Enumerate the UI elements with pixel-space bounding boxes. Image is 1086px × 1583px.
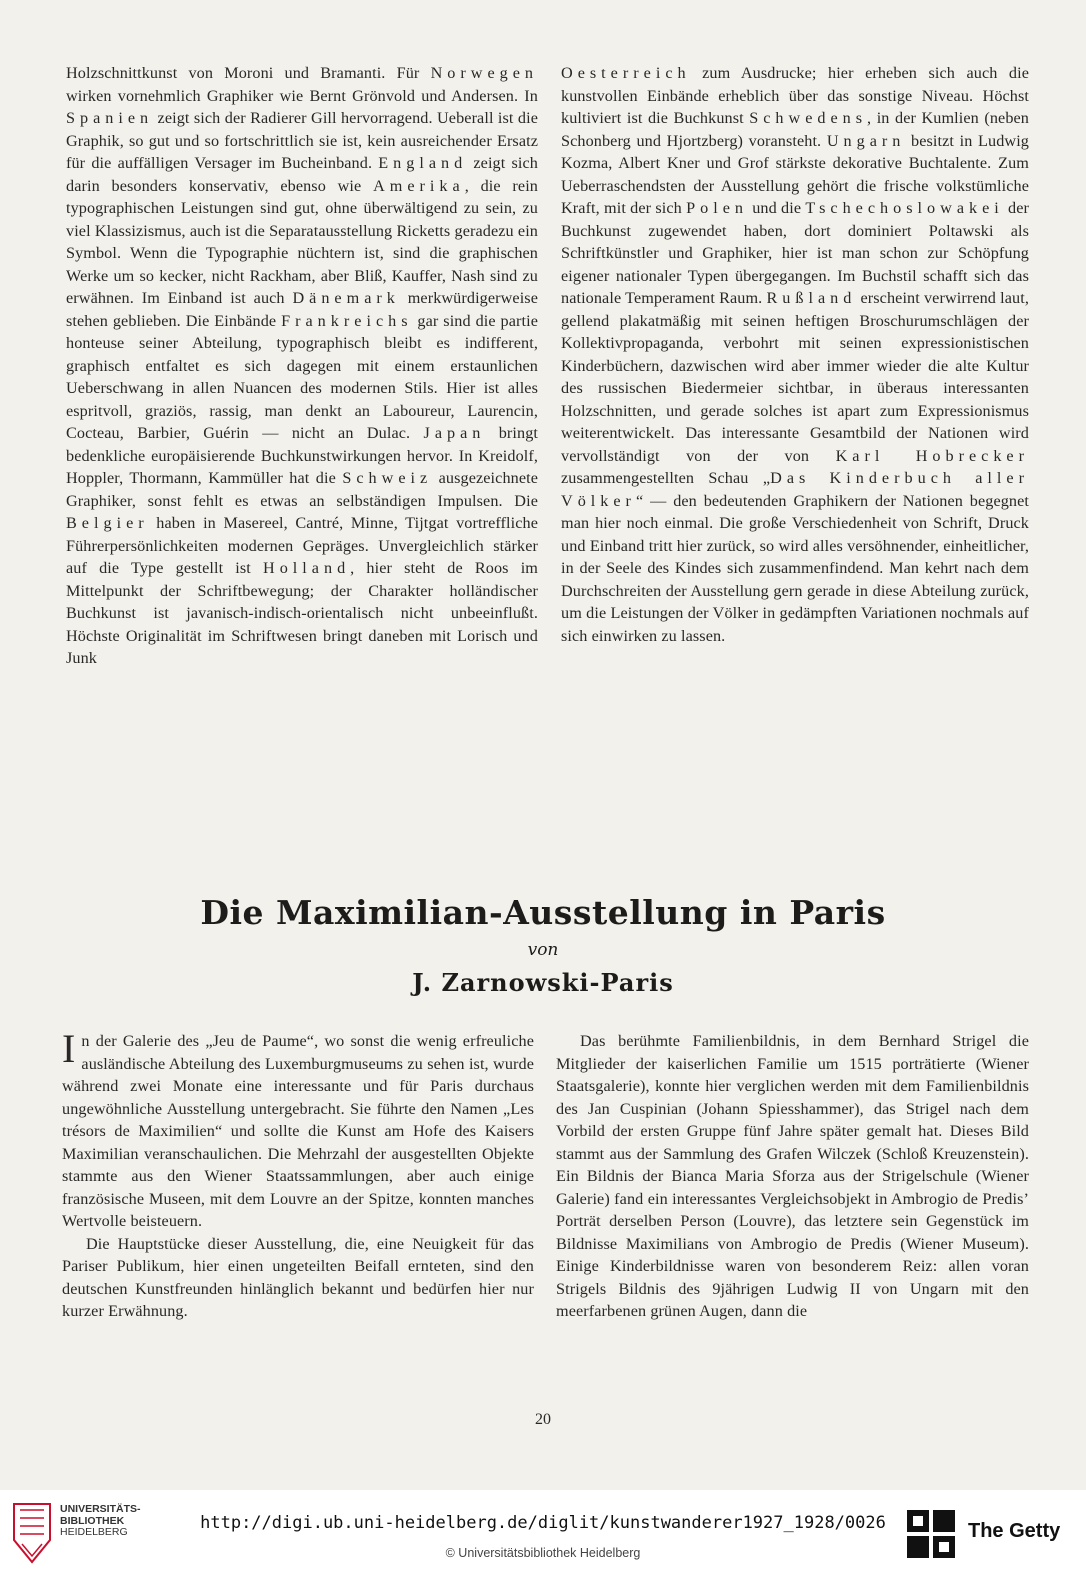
article-title: Die Maximilian-Ausstellung in Paris	[200, 893, 886, 932]
bottom-left-column	[62, 1026, 534, 1323]
text-run: gar sind die partie honteuse seiner Abteilung, typographisch bleibt es indifferent, graphisch entfaltet es sich dagegen mit einem erstaunlichen Ueberschwang in allen Nuancen des modernen Stils. Hier ist alles espritvoll, graziös, rassig, man denkt an Laboureur, Laurencin, Cocteau, Barbier, Guérin — nicht an Dulac.	[66, 311, 538, 442]
text-run: zum Ausdrucke; hier erheben sich auch die kunstvollen Einbände erheblich über das sonstige Niveau. Höchst kultiviert ist die Buchkunst	[561, 64, 1029, 127]
text-run: wirken vornehmlich Graphiker wie Bernt Grönvold und Andersen. In	[66, 86, 538, 105]
text-run: haben in Masereel, Cantré, Minne, Tijtgat vortreffliche Führerpersönlichkeiten modernen Gepräges. Unvergleichlich stärker auf die Type gestellt ist	[66, 514, 538, 577]
article-byline-von: von	[527, 940, 559, 960]
spaced-emphasis: Schweiz	[342, 469, 433, 487]
text-run: , hier steht de Roos im Mittelpunkt der Schriftbewegung; der Charakter holländischer Buchkunst ist javanisch-indisch-orientalisch nicht unbeeinflußt. Höchste Originalität im Schriftwesen bringt daneben mit Lorisch und Junk	[66, 559, 538, 667]
page-number: 20	[535, 1411, 551, 1428]
spaced-emphasis: Schwedens	[749, 109, 868, 127]
text-run: “ — den bedeutenden Graphikern der Nationen begegnet man hier noch einmal. Die große Verschiedenheit von Schrift, Druck und Einband tritt hier zurück, so wird alles versöhnender, einheitlicher, in der Seele des Kindes sich zusammenfindend. Man kehrt nach dem Durchschreiten der Ausstellung gern gerade in diese Abteilung zurück, um die Leistungen der Völker in gedämpften Variationen nochmals auf sich einwirken zu lassen.	[561, 491, 1029, 645]
paragraph-1-text: n der Galerie des „Jeu de Paume“, wo sonst die wenig erfreuliche ausländische Abteilung des Luxemburgmuseums zu sehen ist, wurde während zwei Monate eine interessante und für Paris durchaus ungewöhnliche Ausstellung untergebracht. Sie führte den Namen „Les trésors de Maximilien“ und sollte die Kunst am Hofe des Kaisers Maximilian veranschaulichen. Die Mehrzahl der ausgestellten Objekte stammte aus den Wiener Staatssammlungen, aber auch einige französische Museen, mit dem Louvre an der Spitze, konnten manches Wertvolle beisteuern.	[62, 1032, 534, 1230]
bottom-left-paragraph-2: Die Hauptstücke dieser Ausstellung, die, eine Neuigkeit für das Pariser Publikum, hier einen ungeteilten Beifall ernteten, sind den deutschen Kunstfreunden hinlänglich bekannt und bedürfen hier nur kurzer Erwähnung.	[62, 1234, 534, 1320]
spaced-emphasis: Frankreichs	[281, 311, 413, 330]
spaced-emphasis: Holland	[263, 559, 351, 577]
spaced-emphasis: Tschechoslowakei	[805, 199, 1004, 217]
spaced-emphasis: Amerika	[373, 176, 465, 195]
bottom-left-paragraph-1	[62, 1026, 534, 1233]
drop-cap: I	[62, 1026, 76, 1071]
footer-bar	[0, 1490, 1086, 1583]
spaced-emphasis: Das Kinderbuch aller Völker	[561, 469, 1029, 510]
spaced-emphasis: Polen	[686, 199, 748, 217]
text-run: ausgezeichnete Graphiker, sonst fehlt es etwas an selbständigen Impulsen. Die	[66, 469, 538, 510]
source-url[interactable]: http://digi.ub.uni-heidelberg.de/diglit/kunstwanderer1927_1928/0026	[200, 1513, 886, 1533]
spaced-emphasis: Spanien	[66, 109, 154, 127]
bottom-right-column	[556, 1030, 1029, 1323]
getty-logo-icon	[905, 1508, 957, 1560]
text-run: und die	[747, 199, 806, 217]
text-run: merkwürdigerweise stehen geblieben. Die Einbände	[66, 289, 538, 330]
article-author: J. Zarnowski-Paris	[412, 968, 674, 997]
text-run: Holzschnittkunst von Moroni und Bramanti. Für	[66, 64, 431, 82]
bottom-right-paragraph-1: Das berühmte Familienbildnis, in dem Bernhard Strigel die Mitglieder der kaiserlichen Familie um 1515 porträtierte (Wiener Staatsgalerie), konnte hier verglichen werden mit dem Familienbildnis des Jan Cuspinian (Johann Spiesshammer), das Strigel nach dem Vorbild der ersten Gruppe fünf Jahre später gemalt hat. Dieses Bild stammt aus der Sammlung des Grafen Wilczek (Schloß Kreuzenstein). Ein Bildnis der Bianca Maria Sforza aus der Strigelschule (Wiener Galerie) fand ein interessantes Vergleichsobjekt in Ambrogio de Predis’ Porträt derselben Person (Louvre), das letztere sein Gegenstück im Bildnisse Maximilians von Ambrogio de Predis (Wiener Museum). Einige Kinderbildnisse waren von besonderem Reiz: allen voran Strigels Bildnis des 9jährigen Ludwig II von Ungarn mit den meerfarbenen grünen Augen, dann die	[556, 1032, 1029, 1320]
spaced-emphasis: Norwegen	[430, 64, 538, 82]
spaced-emphasis: Oesterreich	[561, 64, 691, 82]
spaced-emphasis: Dänemark	[292, 289, 400, 307]
text-run: , die rein typographischen Leistungen sind gut, ohne überwältigend zu sein, zu viel Klassizismus, auch ist die Separatausstellung Ricketts geradezu ein Symbol. Wenn die Typographie nüchtern ist, sind die graphischen Werke um so kecker, nicht Rackham, aber Bliß, Kauffer, Nash sind zu erwähnen. Im Einband ist auch	[66, 176, 538, 307]
text-run: der Buchkunst zugewendet haben, dort dominiert Poltawski als Schriftkünstler und Graphiker, hier ist man schon zur Schöpfung eigener nationaler Typen übergegangen. Im Buchstil schafft sich das nationale Temperament Raum.	[561, 199, 1029, 307]
spaced-emphasis: Ungarn	[826, 131, 906, 150]
library-line-2: BIBLIOTHEK	[60, 1514, 125, 1527]
spaced-emphasis: Japan	[423, 424, 486, 442]
top-left-paragraph	[66, 62, 538, 670]
top-right-paragraph	[561, 62, 1029, 647]
text-run: zeigt sich der Radierer Gill hervorragend. Ueberall ist die Graphik, so gut und so fortschrittlich sie ist, kein ausreichender Ersatz für die auffälligen Versager im Bucheinband.	[66, 109, 538, 172]
getty-name: The Getty	[968, 1520, 1061, 1542]
text-run: bringt bedenkliche europäisierende Buchkunstwirkungen hervor. In Kreidolf, Hoppler, Thormann, Kammüller hat die	[66, 424, 538, 487]
spaced-emphasis: Rußland	[766, 289, 857, 307]
spaced-emphasis: England	[378, 154, 468, 172]
library-line-1: UNIVERSITÄTS-	[60, 1503, 141, 1515]
copyright-notice: © Universitätsbibliothek Heidelberg	[445, 1546, 641, 1560]
top-right-column	[561, 62, 1029, 647]
text-run: , in der Kumlien (neben Schonberg und Hjortzberg) voransteht.	[561, 109, 1029, 150]
text-run: zusammengestellten Schau „	[561, 469, 771, 487]
text-run: besitzt in Ludwig Kozma, Albert Kner und Grof stärkste dekorative Buchtalente. Zum Ueberraschendsten der Ausstellung gehört die frische volkstümliche Kraft, mit der sich	[561, 131, 1029, 217]
library-line-3: HEIDELBERG	[60, 1526, 128, 1538]
top-left-column	[66, 62, 538, 670]
spaced-emphasis: Karl Hobrecker	[835, 446, 1030, 465]
text-run: zeigt sich darin besonders konservativ, ebenso wie	[66, 154, 538, 195]
text-run: erscheint verwirrend laut, gellend plakatmäßig mit seinen heftigen Broschurumschlägen der Kollektivpropaganda, verbohrt mit seinen expressionistischen Kinderbüchern, dazwischen wird aber immer wieder die alte Kultur des russischen Biedermeier sichtbar, in überaus interessanten Holzschnitten, und gerade solches ist apart zum Expressionismus weiterentwickelt. Das interessante Gesamtbild der Nationen wird vervollständigt von der von	[561, 289, 1029, 465]
spaced-emphasis: Belgier	[66, 514, 149, 532]
